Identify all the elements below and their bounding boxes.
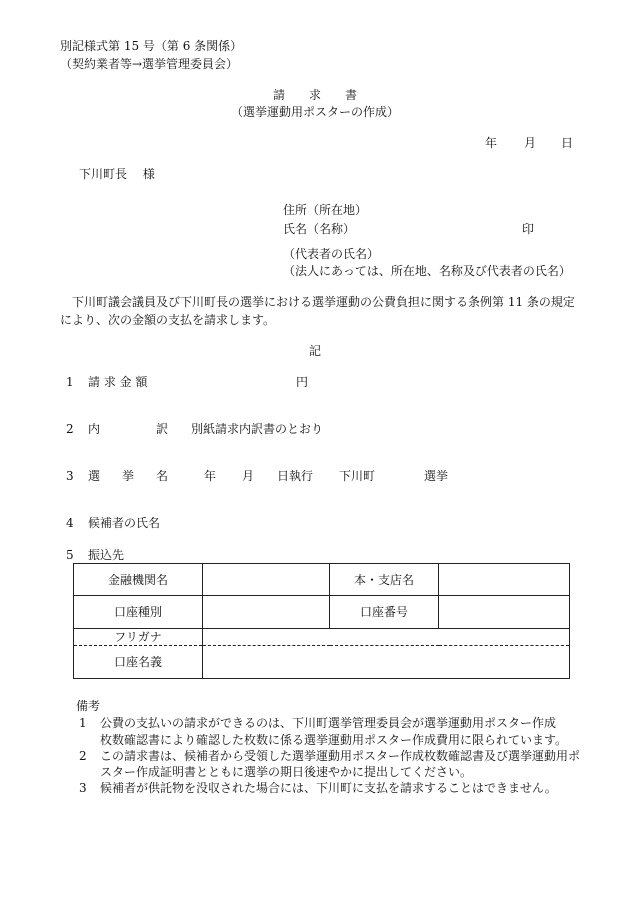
bank-account-table [73, 563, 570, 679]
account-name-field[interactable] [203, 646, 570, 679]
note-number: 2 [79, 749, 87, 763]
note-number: 1 [79, 716, 87, 730]
item-label: 請 求 金 額 [88, 375, 148, 389]
item-label-c: 名 [156, 469, 169, 483]
item-number: 5 [66, 548, 74, 562]
account-name-label: 口座名義 [74, 646, 203, 679]
furigana-label: フリガナ [74, 629, 203, 646]
request-line-1: 下川町議会議員及び下川町長の選挙における選挙運動の公費負担に関する条例第 11 条の規定 [72, 295, 575, 309]
item-label-a: 内 [88, 422, 101, 436]
item-number: 1 [66, 375, 74, 389]
account-number-label: 口座番号 [330, 596, 439, 629]
account-number-field[interactable] [439, 596, 570, 629]
election-month: 月 [242, 469, 255, 483]
date-month: 月 [524, 136, 537, 150]
title-main: 請 求 書 [272, 88, 357, 102]
form-number: 別記様式第 15 号（第 6 条関係） [60, 39, 243, 53]
transfer-label: 振込先 [88, 548, 125, 562]
branch-label: 本・支店名 [330, 564, 439, 596]
note-1-line-2: 枚数確認書により確認した枚数に係る選挙運動用ポスター作成費用に限られています。 [100, 733, 568, 747]
note-3-line-1: 候補者が供託物を没収された場合には、下川町に支払を請求することはできません。 [100, 781, 557, 795]
election-year: 年 [204, 469, 217, 483]
furigana-field[interactable] [203, 629, 570, 646]
candidate-name-label: 候補者の氏名 [88, 516, 161, 530]
election-town: 下川町 [339, 469, 376, 483]
item-number: 3 [66, 469, 74, 483]
note-2-line-2: スター作成証明書とともに選挙の期日後速やかに提出してください。 [100, 765, 473, 779]
election-day-exec: 日執行 [277, 469, 314, 483]
branch-field[interactable] [439, 564, 570, 596]
corporation-note: （法人にあっては、所在地、名称及び代表者の氏名） [283, 264, 571, 278]
representative-label: （代表者の氏名） [283, 247, 380, 261]
item-number: 2 [66, 422, 74, 436]
institution-label: 金融機関名 [74, 564, 203, 596]
account-type-field[interactable] [203, 596, 330, 629]
item-label-a: 選 [88, 469, 101, 483]
title-sub: （選挙運動用ポスターの作成） [230, 105, 399, 119]
yen-unit: 円 [296, 375, 309, 389]
breakdown-value: 別紙請求内訳書のとおり [191, 422, 324, 436]
ki-heading: 記 [308, 344, 321, 358]
account-type-label: 口座種別 [74, 596, 203, 629]
address-label: 住所（所在地） [283, 203, 368, 217]
addressee: 下川町長 様 [79, 167, 155, 181]
request-line-2: により、次の金額の支払を請求します。 [60, 313, 276, 327]
item-label-b: 挙 [122, 469, 135, 483]
election-type: 選挙 [424, 469, 449, 483]
institution-field[interactable] [203, 564, 330, 596]
name-label: 氏名（名称） [283, 222, 356, 236]
note-number: 3 [79, 781, 87, 795]
item-number: 4 [66, 516, 74, 530]
form-route: （契約業者等→選挙管理委員会） [60, 57, 239, 71]
note-1-line-1: 公費の支払いの請求ができるのは、下川町選挙管理委員会が選挙運動用ポスター作成 [100, 716, 557, 730]
seal-mark: 印 [522, 222, 535, 236]
item-label-b: 訳 [156, 422, 169, 436]
notes-heading: 備考 [76, 699, 101, 713]
date-year: 年 [485, 136, 498, 150]
date-day: 日 [561, 136, 574, 150]
note-2-line-1: この請求書は、候補者から受領した選挙運動用ポスター作成枚数確認書及び選挙運動用ポ [100, 749, 581, 763]
